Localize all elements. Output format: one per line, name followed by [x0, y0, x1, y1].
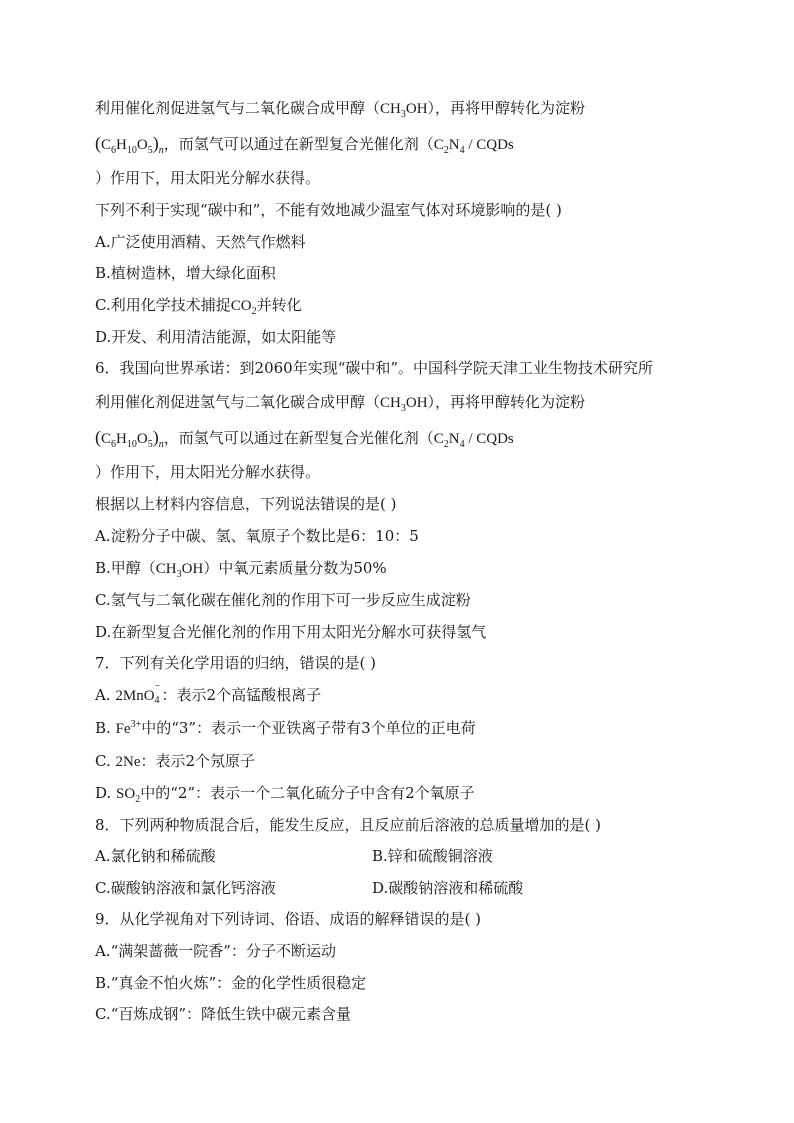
- formula-ch3oh: $CH_3OH$: [380, 101, 428, 120]
- material-line-3: $(C_6H_{10}O_5)_n$，而氢气可以通过在新型复合光催化剂（$C_2N_4$ / CQDs: [95, 427, 514, 450]
- text: ，而氢气可以通过在新型复合光催化剂（: [163, 135, 434, 153]
- option-b: B.“真金不怕火炼”：金的化学性质很稳定: [95, 974, 367, 992]
- material-line-4: ）作用下，用太阳光分解水获得。: [95, 463, 321, 481]
- text: 利用催化剂促进氢气与二氧化碳合成甲醇（: [95, 99, 381, 117]
- option-b: B.植树造林，增大绿化面积: [95, 264, 276, 282]
- option-a: A.氯化钠和稀硫酸: [95, 847, 216, 865]
- option-d: D. $SO_2$中的“2”：表示一个二氧化硫分子中含有2个氧原子: [95, 784, 475, 805]
- option-c: C.“百炼成钢”：降低生铁中碳元素含量: [95, 1005, 352, 1023]
- option-b: B. $Fe^{3+}$中的“3”：表示一个亚铁离子带有3个单位的正电荷: [95, 719, 476, 737]
- formula-starch: $(C_6H_{10}O_5)_n$: [95, 133, 164, 156]
- formula-c2n4: $C_2N_4$ / CQDs: [433, 431, 514, 450]
- option-c: C.氢气与二氧化碳在催化剂的作用下可一步反应生成淀粉: [95, 591, 471, 609]
- option-c: C.利用化学技术捕捉$CO_2$并转化: [95, 296, 302, 317]
- question-stem: 8．下列两种物质混合后，能发生反应，且反应前后溶液的总质量增加的是( ): [95, 816, 602, 834]
- intro-line-3: ）作用下，用太阳光分解水获得。: [95, 169, 321, 187]
- option-a: A.广泛使用酒精、天然气作燃料: [95, 233, 306, 251]
- formula-starch: $(C_6H_{10}O_5)_n$: [95, 427, 164, 450]
- option-d: D.在新型复合光催化剂的作用下用太阳光分解水可获得氢气: [95, 623, 487, 641]
- formula-fe: $Fe^{3+}$: [115, 719, 142, 737]
- material-line-2: 利用催化剂促进氢气与二氧化碳合成甲醇$(CH_3OH)$，再将甲醇转化为淀粉: [95, 393, 586, 414]
- formula-ch3oh: $CH_3OH$: [155, 561, 204, 580]
- formula-ne: 2Ne: [115, 754, 141, 770]
- question-stem: 7．下列有关化学用语的归纳，错误的是( ): [95, 654, 377, 672]
- question-stem: 9．从化学视角对下列诗词、俗语、成语的解释错误的是( ): [95, 910, 482, 928]
- question-stem: 6．我国向世界承诺：到2060年实现“碳中和”。中国科学院天津工业生物技术研究所: [95, 359, 654, 377]
- option-b: B.甲醇$(CH_3OH)$中氧元素质量分数为50%: [95, 559, 387, 580]
- option-a: A.“满架蔷薇一院香”：分子不断运动: [95, 942, 336, 960]
- text: ），再将甲醇转化为淀粉: [427, 99, 586, 117]
- intro-line-2: [95, 133, 514, 155]
- option-d: D.碳酸钠溶液和稀硫酸: [372, 879, 524, 897]
- intro-line-1: [95, 98, 585, 119]
- formula-so2: $SO_2$: [116, 786, 141, 805]
- option-a: A. 2MnO − 4 ：表示2个高锰酸根离子: [95, 681, 322, 706]
- option-c: C. 2Ne：表示2个氖原子: [95, 752, 256, 770]
- option-b: B.锌和硫酸铜溶液: [372, 847, 493, 865]
- formula-c2n4: $C_2N_4$ / CQDs: [433, 137, 514, 156]
- question-stem: 根据以上材料内容信息，下列说法错误的是( ): [95, 495, 397, 513]
- option-d: D.开发、利用清洁能源，如太阳能等: [95, 328, 337, 346]
- formula-ch3oh: $CH_3OH$: [380, 395, 428, 414]
- option-c: C.碳酸钠溶液和氯化钙溶液: [95, 879, 276, 897]
- formula-co2: $CO_2$: [230, 298, 257, 317]
- option-row: [95, 846, 715, 866]
- option-a: A.淀粉分子中碳、氢、氧原子个数比是6：10：5: [95, 527, 419, 545]
- question-stem: 下列不利于实现“碳中和”，不能有效地减少温室气体对环境影响的是( ): [95, 201, 562, 219]
- option-row: [95, 878, 715, 898]
- formula-mno4: 2MnO − 4: [115, 681, 161, 706]
